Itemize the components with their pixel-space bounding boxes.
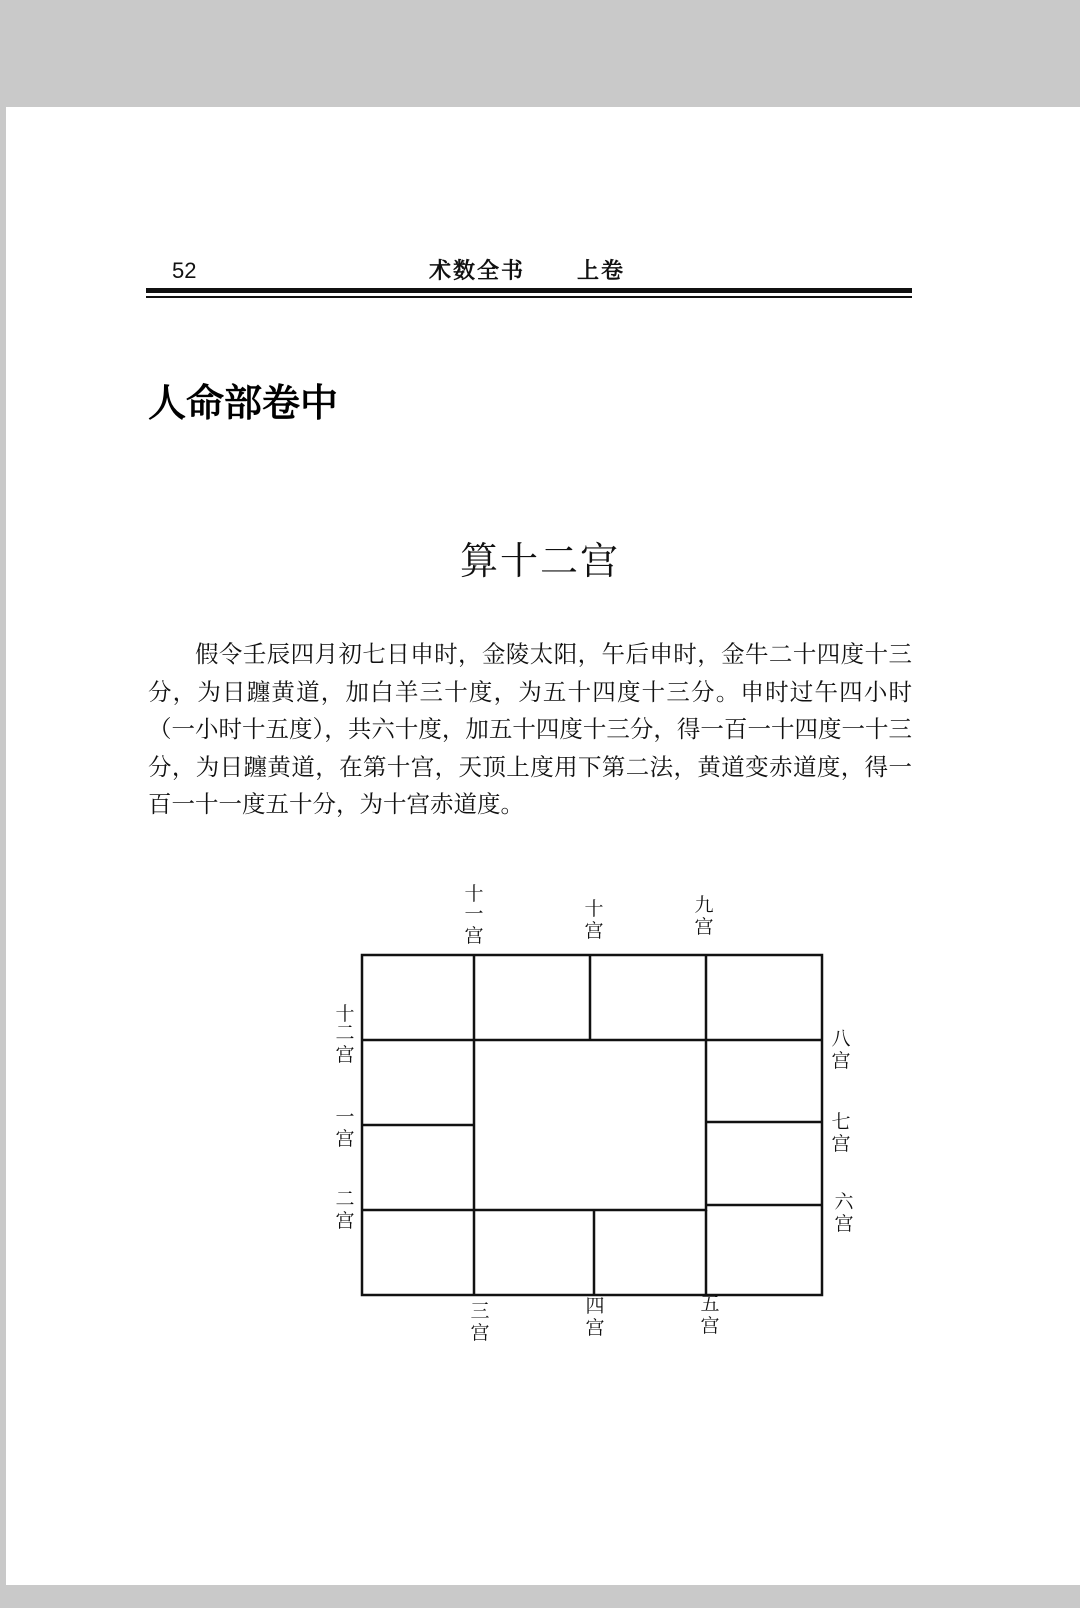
house-4-label-2: 宫 xyxy=(585,1317,605,1339)
house-1-label-2: 宫 xyxy=(335,1128,355,1150)
house-8-label-1: 八 xyxy=(831,1028,851,1050)
house-6-label-1: 六 xyxy=(834,1191,854,1213)
house-10-label-1: 十 xyxy=(584,898,604,920)
chapter-title: 算十二宫 xyxy=(459,539,620,583)
house-2-label-1: 二 xyxy=(335,1188,355,1210)
house-2-label-2: 宫 xyxy=(335,1210,355,1232)
twelve-houses-diagram xyxy=(330,883,860,1375)
house-11-label-3: 宫 xyxy=(464,925,484,947)
house-7-label-1: 七 xyxy=(831,1111,851,1133)
book-title: 术数全书 xyxy=(429,259,526,284)
running-header xyxy=(146,250,912,290)
header-rule-thick xyxy=(146,288,912,293)
house-5-label-1: 五 xyxy=(700,1293,720,1315)
house-11-label-1: 十 xyxy=(464,883,484,905)
house-9-label-2: 宫 xyxy=(694,916,714,938)
house-3-label-2: 宫 xyxy=(470,1322,490,1344)
section-title: 人命部卷中 xyxy=(148,381,339,425)
volume-label: 上卷 xyxy=(577,259,626,284)
page-number: 52 xyxy=(172,258,197,283)
house-12-label-3: 宫 xyxy=(335,1044,355,1066)
house-12-label-2: 二 xyxy=(335,1022,355,1044)
header-rule-thin xyxy=(146,296,912,298)
house-4-label-1: 四 xyxy=(585,1295,605,1317)
house-10-label-2: 宫 xyxy=(584,920,604,942)
house-9-label-1: 九 xyxy=(694,894,714,916)
house-6-label-2: 宫 xyxy=(834,1213,854,1235)
diagram-center-box xyxy=(474,1040,706,1210)
house-3-label-1: 三 xyxy=(470,1300,490,1322)
house-11-label-2: 一 xyxy=(464,903,484,925)
house-7-label-2: 宫 xyxy=(831,1133,851,1155)
house-8-label-2: 宫 xyxy=(831,1050,851,1072)
house-12-label-1: 十 xyxy=(335,1003,355,1025)
house-1-label-1: 一 xyxy=(335,1106,355,1128)
body-paragraph: 假令壬辰四月初七日申时，金陵太阳，午后申时，金牛二十四度十三分，为日躔黄道，加白羊三十度，为五十四度十三分。申时过午四小时（一小时十五度），共六十度，加五十四度十三分，得一百一十四度一十三分，为日躔黄道，在第十宫，天顶上度用下第二法，黄道变赤道度，得一百一十一度五十分，为十宫赤道度。 xyxy=(148,640,912,818)
house-5-label-2: 宫 xyxy=(700,1315,720,1337)
